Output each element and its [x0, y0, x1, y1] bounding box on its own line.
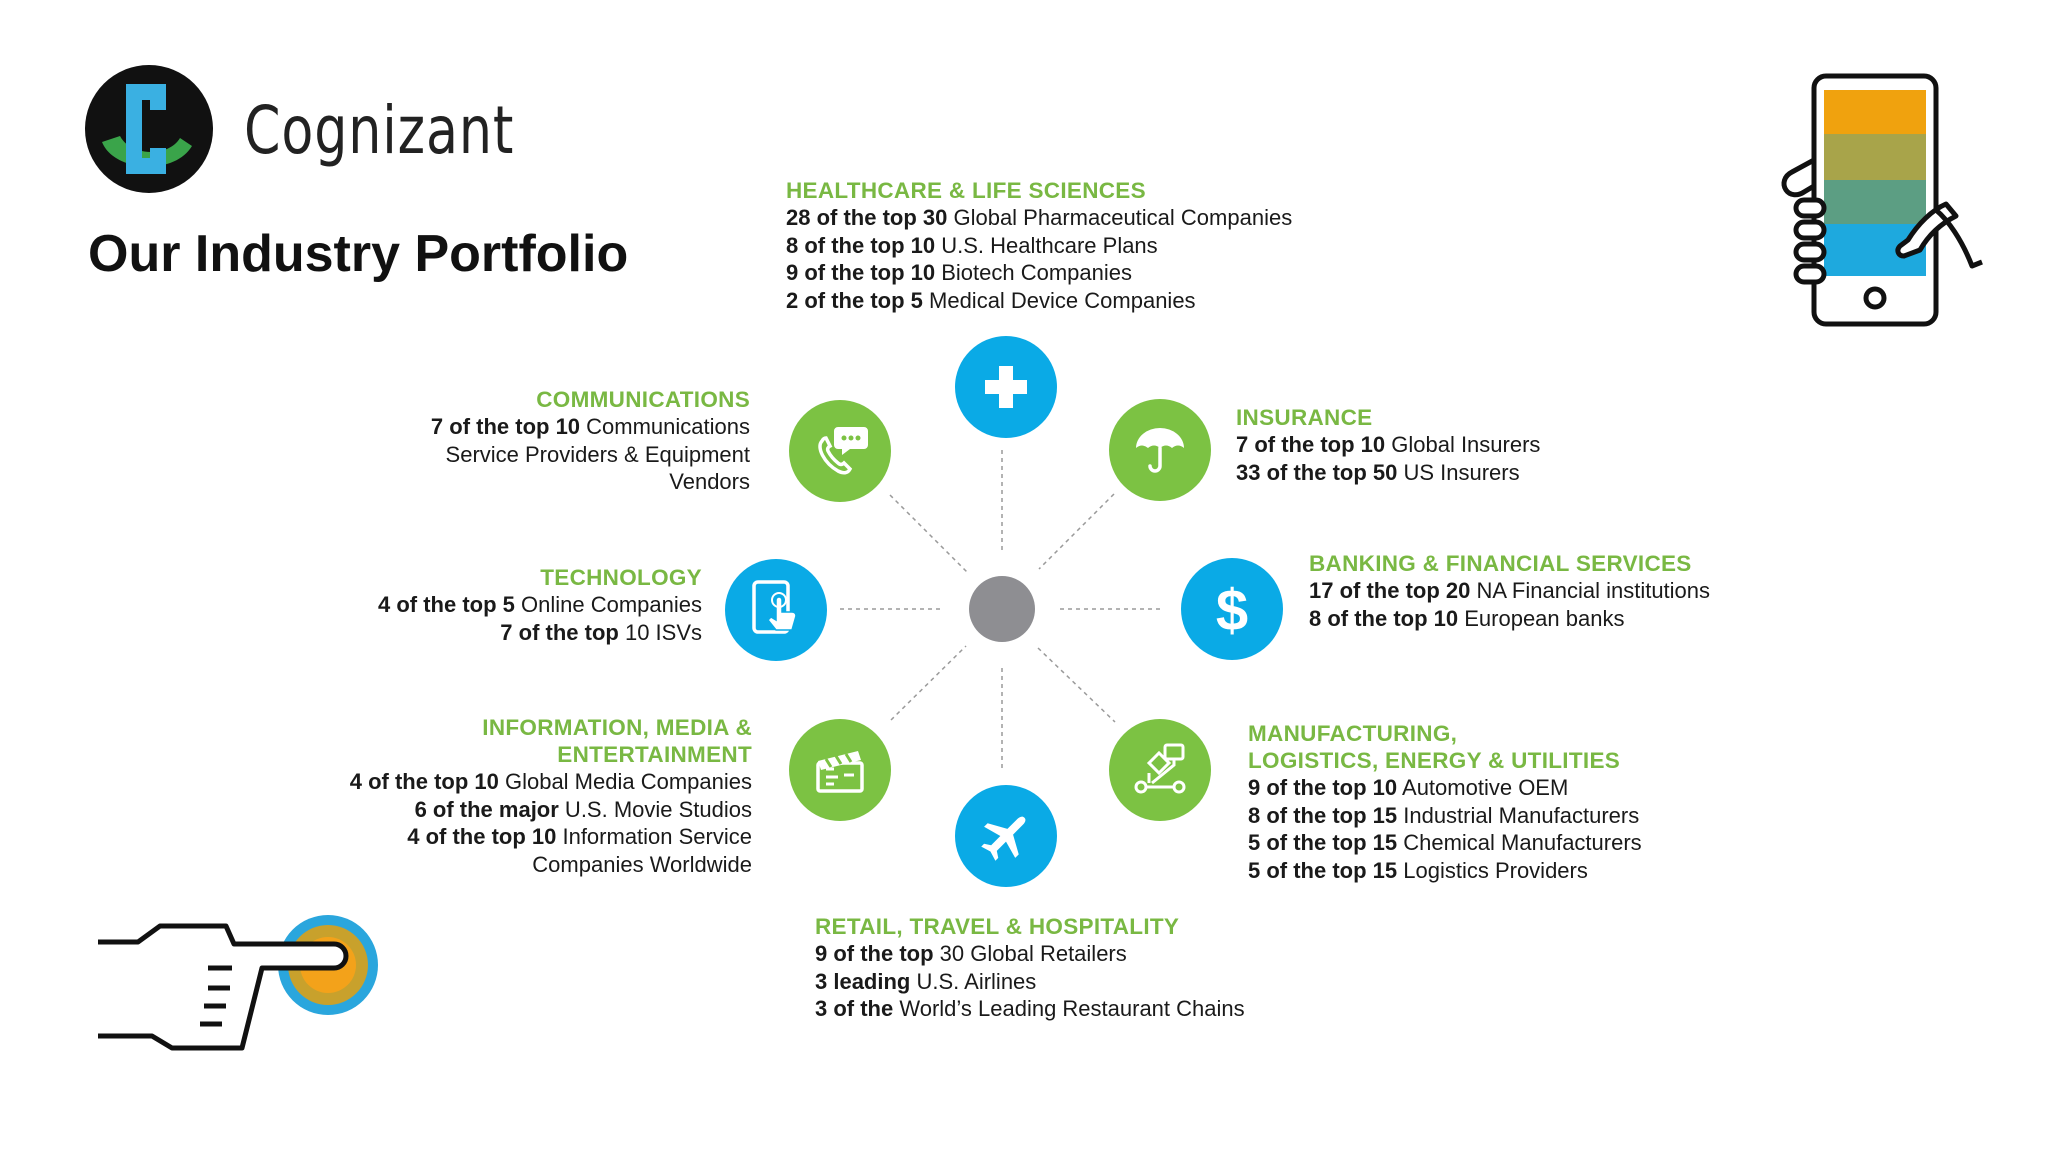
page-title: Our Industry Portfolio: [88, 225, 629, 283]
brand-name: Cognizant: [244, 92, 515, 169]
list-item: Companies Worldwide: [532, 851, 752, 877]
insurance-heading: INSURANCE: [1236, 405, 1373, 430]
healthcare-heading: HEALTHCARE & LIFE SCIENCES: [786, 178, 1146, 203]
media-heading: INFORMATION, MEDIA &: [482, 715, 752, 740]
center-hub: [969, 576, 1035, 642]
list-item: 9 of the top 10 Automotive OEM: [1248, 775, 1569, 800]
healthcare-node: [955, 336, 1057, 438]
insurance-node: [1109, 399, 1211, 501]
communications-heading: COMMUNICATIONS: [536, 387, 750, 412]
finger-pressing-button-icon: [96, 908, 386, 1058]
list-item: 3 of the World’s Leading Restaurant Chains: [815, 996, 1245, 1021]
list-item: 3 leading U.S. Airlines: [815, 968, 1037, 994]
list-item: 2 of the top 5 Medical Device Companies: [786, 287, 1196, 313]
list-item: 28 of the top 30 Global Pharmaceutical Companies: [786, 205, 1293, 230]
airplane-icon: [978, 808, 1034, 864]
hand-holding-phone-icon: [1770, 70, 2000, 330]
list-item: 7 of the top 10 Global Insurers: [1236, 432, 1541, 457]
list-item: 5 of the top 15 Chemical Manufacturers: [1248, 830, 1642, 855]
list-item: 8 of the top 10 European banks: [1309, 605, 1625, 631]
svg-text:$: $: [1215, 578, 1249, 640]
list-item: 4 of the top 10 Global Media Companies: [349, 769, 752, 794]
list-item: 8 of the top 15 Industrial Manufacturers: [1248, 802, 1640, 828]
banking-heading: BANKING & FINANCIAL SERVICES: [1309, 551, 1692, 576]
list-item: Vendors: [669, 469, 750, 494]
healthcare-section: [786, 177, 1292, 314]
manufacturing-node: [1109, 719, 1211, 821]
retail-node: [955, 785, 1057, 887]
list-item: 17 of the top 20 NA Financial institutions: [1309, 578, 1711, 603]
list-item: 7 of the top 10 ISVs: [500, 619, 702, 645]
manufacturing-section: [1248, 720, 1642, 884]
manufacturing-heading: MANUFACTURING,: [1248, 721, 1458, 746]
retail-heading: RETAIL, TRAVEL & HOSPITALITY: [815, 914, 1180, 939]
phone-chat-icon: [808, 419, 872, 483]
manufacturing-heading-line-2: LOGISTICS, ENERGY & UTILITIES: [1248, 748, 1621, 773]
media-section: [300, 714, 752, 878]
flow-network-icon: [1129, 739, 1191, 801]
retail-section: [815, 913, 1245, 1023]
technology-node: [725, 559, 827, 661]
list-item: 9 of the top 10 Biotech Companies: [786, 260, 1133, 285]
plus-icon: [981, 362, 1031, 412]
media-node: [789, 719, 891, 821]
umbrella-icon: [1130, 420, 1190, 480]
list-item: 4 of the top 5 Online Companies: [378, 592, 702, 617]
list-item: 4 of the top 10 Information Service: [407, 824, 752, 849]
list-item: Service Providers & Equipment: [445, 441, 750, 467]
insurance-section: [1236, 404, 1540, 486]
clapperboard-icon: [812, 745, 868, 795]
technology-section: [300, 564, 702, 646]
technology-heading: TECHNOLOGY: [540, 565, 702, 590]
communications-node: [789, 400, 891, 502]
media-heading-line-2: ENTERTAINMENT: [557, 742, 752, 767]
list-item: 33 of the top 50 US Insurers: [1236, 459, 1520, 485]
list-item: 8 of the top 10 U.S. Healthcare Plans: [786, 232, 1158, 258]
communications-section: [330, 386, 750, 496]
banking-node: [1181, 558, 1283, 660]
tablet-touch-icon: [746, 578, 806, 642]
dollar-icon: [1205, 578, 1259, 640]
list-item: 5 of the top 15 Logistics Providers: [1248, 857, 1588, 883]
list-item: 9 of the top 30 Global Retailers: [815, 941, 1127, 966]
list-item: 7 of the top 10 Communications: [430, 414, 750, 439]
banking-section: [1309, 550, 1710, 632]
list-item: 6 of the major U.S. Movie Studios: [414, 796, 752, 822]
